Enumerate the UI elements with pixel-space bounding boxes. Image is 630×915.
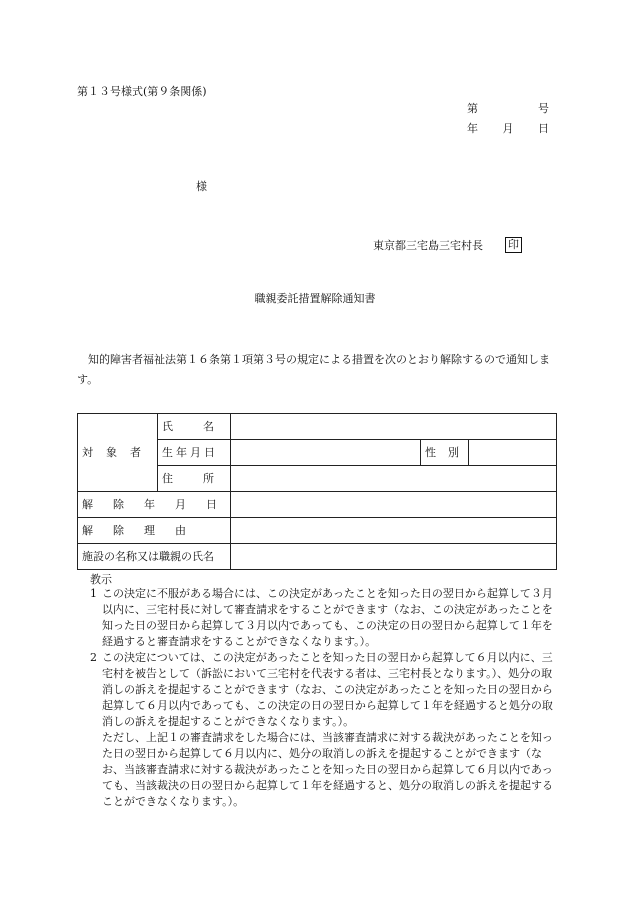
release-date-value-cell[interactable]: [231, 492, 557, 518]
gender-value-cell[interactable]: [469, 440, 557, 466]
number-suffix: 号: [538, 102, 549, 115]
note-text: この決定に不服がある場合には、この決定があったことを知った日の翌日から起算して３月以内に、三宅村長に対して審査請求をすることができます（なお、この決定があったことを知った日の翌日から起算して３月以内であっても、この決定の日の翌日から起算して１年を経過すると審査請求をすることができなくなります。）。: [102, 587, 553, 648]
table-row: [78, 544, 557, 570]
address-label: 住所: [162, 472, 244, 485]
sender-line: [373, 237, 522, 253]
seal-mark: 印: [505, 237, 522, 253]
day-label: 日: [538, 122, 549, 135]
number-prefix: 第: [467, 102, 478, 115]
month-label: 月: [502, 122, 514, 135]
birthdate-label: 生年月日: [162, 446, 218, 459]
birthdate-label-cell: [158, 440, 231, 466]
gender-label: 性別: [425, 446, 471, 459]
subject-info-table: [77, 413, 557, 570]
address-value-cell[interactable]: [231, 466, 557, 492]
sender-name: 東京都三宅島三宅村長: [373, 238, 483, 252]
note-number: 2: [90, 651, 97, 664]
note-text: この決定については、この決定があったことを知った日の翌日から起算して６月以内に、三宅村を被告として（訴訟において三宅村を代表する者は、三宅村長となります。）、処分の取消しの訴えを提起することができます（なお、この決定があったことを知った日の翌日から起算して６月以内であっても、この決定の日の翌日から起算して１年を経過すると処分の取消しの訴えを提起することができなくなります。）。: [102, 651, 553, 728]
document-title: 職親委託措置解除通知書: [254, 292, 376, 305]
note-item: [90, 650, 554, 730]
document-number-line: [467, 103, 549, 114]
subject-label: [82, 447, 153, 458]
facility-label: 施設の名称又は職親の氏名: [82, 550, 214, 563]
note-number: 1: [90, 587, 97, 600]
facility-label-cell: [78, 544, 231, 570]
recipient-honorific: 様: [196, 180, 207, 193]
subject-label-text: 対象者: [82, 446, 154, 459]
name-label-cell: [158, 414, 244, 440]
table-row: [78, 414, 557, 440]
subject-label-cell: [78, 414, 158, 492]
name-label: 氏名: [162, 420, 244, 433]
notes-heading: 教示: [90, 573, 112, 586]
gender-label-cell: [421, 440, 469, 466]
release-date-label: 解除年月日: [82, 498, 237, 511]
address-label-cell: [158, 466, 244, 492]
table-row: [78, 518, 557, 544]
form-number: 第１３号様式(第９条関係): [77, 85, 207, 98]
note-proviso: ただし、上記１の審査請求をした場合には、当該審査請求に対する裁決があったことを知った日の翌日から起算して６月以内に、処分の取消しの訴えを提起することができます（なお、当該審査請求に対する裁決があったことを知った日の翌日から起算して６月以内であっても、当該裁決の日の翌日から起算して１年を経過すると、処分の取消しの訴えを提起することができなくなります。）。: [102, 731, 553, 808]
year-label: 年: [467, 122, 478, 135]
release-reason-label-cell: [78, 518, 231, 544]
birthdate-value-cell[interactable]: [231, 440, 421, 466]
release-reason-value-cell[interactable]: [231, 518, 557, 544]
release-date-label-cell: [78, 492, 237, 518]
document-date-line: [467, 123, 549, 134]
facility-value-cell[interactable]: [231, 544, 557, 570]
release-reason-label: 解除理由: [82, 524, 206, 537]
name-value-cell[interactable]: [231, 414, 557, 440]
notes-section: [90, 586, 554, 810]
note-item: [90, 586, 554, 650]
intro-paragraph: 知的障害者福祉法第１６条第１項第３号の規定による措置を次のとおり解除するので通知します。: [77, 353, 550, 386]
table-row: [78, 492, 557, 518]
